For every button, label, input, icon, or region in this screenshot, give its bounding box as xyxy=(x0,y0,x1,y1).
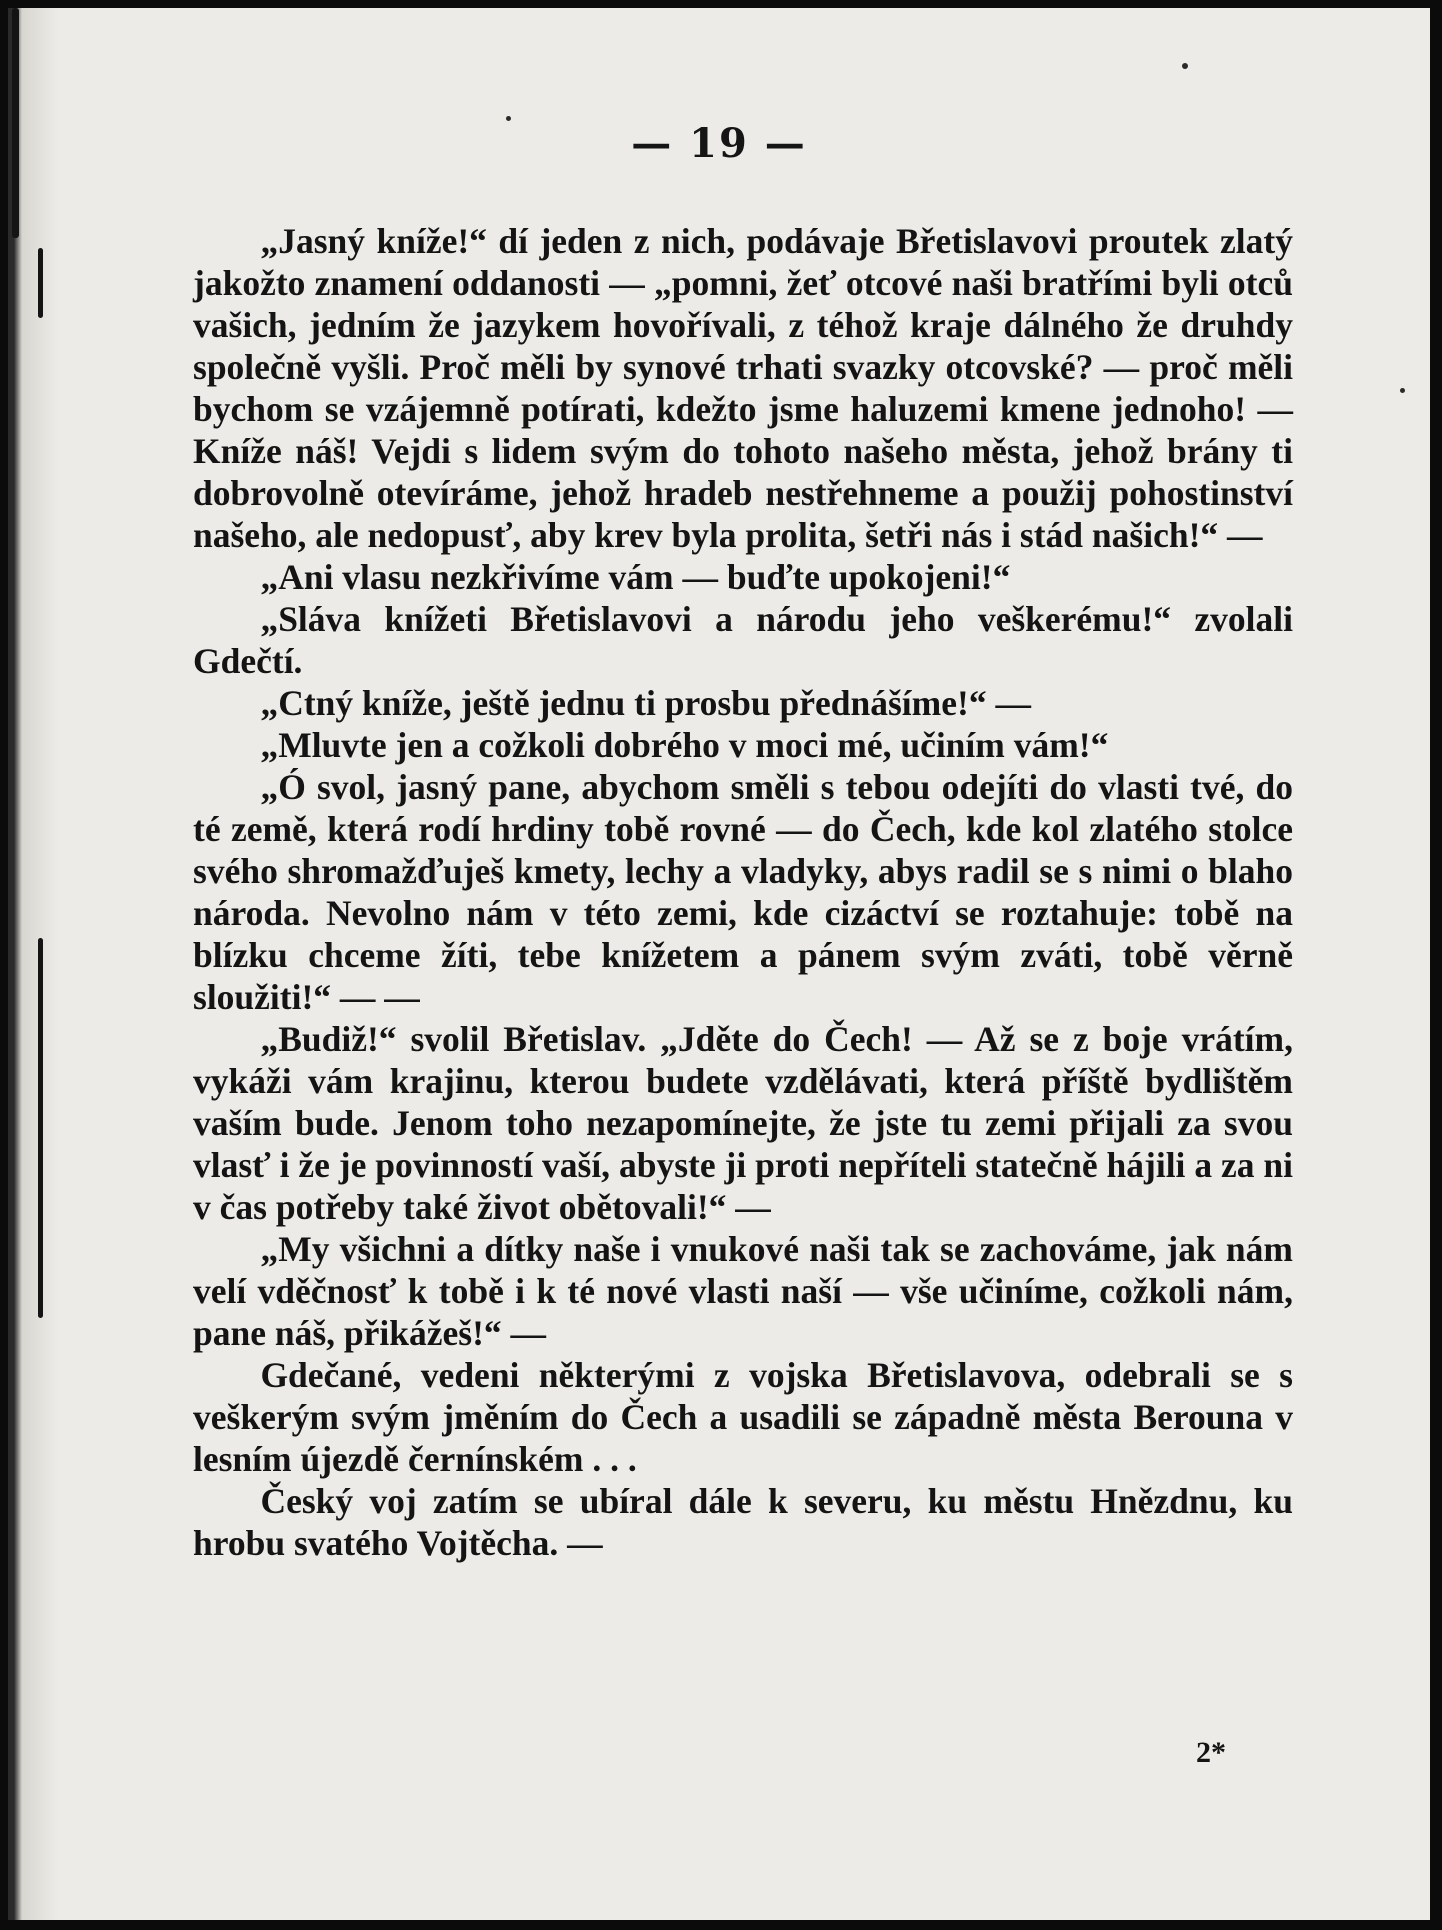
paragraph: „Ani vlasu nezkřivíme vám — buďte upokojeni!“ xyxy=(260,557,1011,597)
binding-edge xyxy=(8,8,58,1920)
body-text xyxy=(193,220,1293,1564)
paragraph: „My všichni a dítky naše i vnukové naši tak se zachováme, jak nám velí vděčnosť k tobě i k té nové vlasti naší — vše učiníme, cožkoli nám, pane náš, přikážeš!“ — xyxy=(193,1229,1293,1353)
paragraph: Gdečané, vedeni některými z vojska Břetislavova, odebrali se s veškerým svým jměním do Čech a usadili se západně města Berouna v lesním újezdě černínském . . . xyxy=(193,1355,1293,1479)
edge-streak xyxy=(38,248,43,318)
signature-mark: 2* xyxy=(1196,1736,1226,1769)
edge-streak xyxy=(38,938,43,1318)
paragraph: Český voj zatím se ubíral dále k severu, ku městu Hnězdnu, ku hrobu svatého Vojtěcha. — xyxy=(193,1481,1293,1563)
paragraph: „Mluvte jen a cožkoli dobrého v moci mé, učiním vám!“ xyxy=(260,725,1109,765)
page-number: — 19 — xyxy=(631,120,807,167)
ink-speck xyxy=(1400,388,1405,393)
ink-speck xyxy=(1182,63,1188,69)
paragraph: „Jasný kníže!“ dí jeden z nich, podávaje Břetislavovi proutek zlatý jakožto znamení oddanosti — „pomni, žeť otcové naši bratřími byli otců vašich, jedním že jazykem hovořívali, z téhož kraje dálného že druhdy společně vyšli. Proč měli by synové trhati svazky otcovské? — proč měli bychom se vzájemně potírati, kdežto jsme haluzemi kmene jednoho! — Kníže náš! Vejdi s lidem svým do tohoto našeho města, jehož brány ti dobrovolně otevíráme, jehož hradeb nestřehneme a použij pohostinství našeho, ale nedopusť, aby krev byla prolita, šetři nás i stád našich!“ — xyxy=(193,221,1293,555)
paragraph: „Budiž!“ svolil Břetislav. „Jděte do Čech! — Až se z boje vrátím, vykáži vám krajinu, kterou budete vzdělávati, která příště bydlištěm vaším bude. Jenom toho nezapomínejte, že jste tu zemi přijali za svou vlasť i že je povinností vaší, abyste ji proti nepříteli statečně hájili a za ni v čas potřeby také život obětovali!“ — xyxy=(193,1019,1293,1227)
paragraph: „Sláva knížeti Břetislavovi a národu jeho veškerému!“ zvolali Gdečtí. xyxy=(193,599,1293,681)
book-page xyxy=(8,8,1430,1920)
paragraph: „Ó svol, jasný pane, abychom směli s tebou odejíti do vlasti tvé, do té země, která rodí hrdiny tobě rovné — do Čech, kde kol zlatého stolce svého shromažďuješ kmety, lechy a vladyky, abys radil se s nimi o blaho národa. Nevolno nám v této zemi, kde cizáctví se roztahuje: tobě na blízku chceme žíti, tebe knížetem a pánem svým zváti, tobě věrně sloužiti!“ — — xyxy=(193,767,1293,1017)
paragraph: „Ctný kníže, ještě jednu ti prosbu přednášíme!“ — xyxy=(260,683,1031,723)
